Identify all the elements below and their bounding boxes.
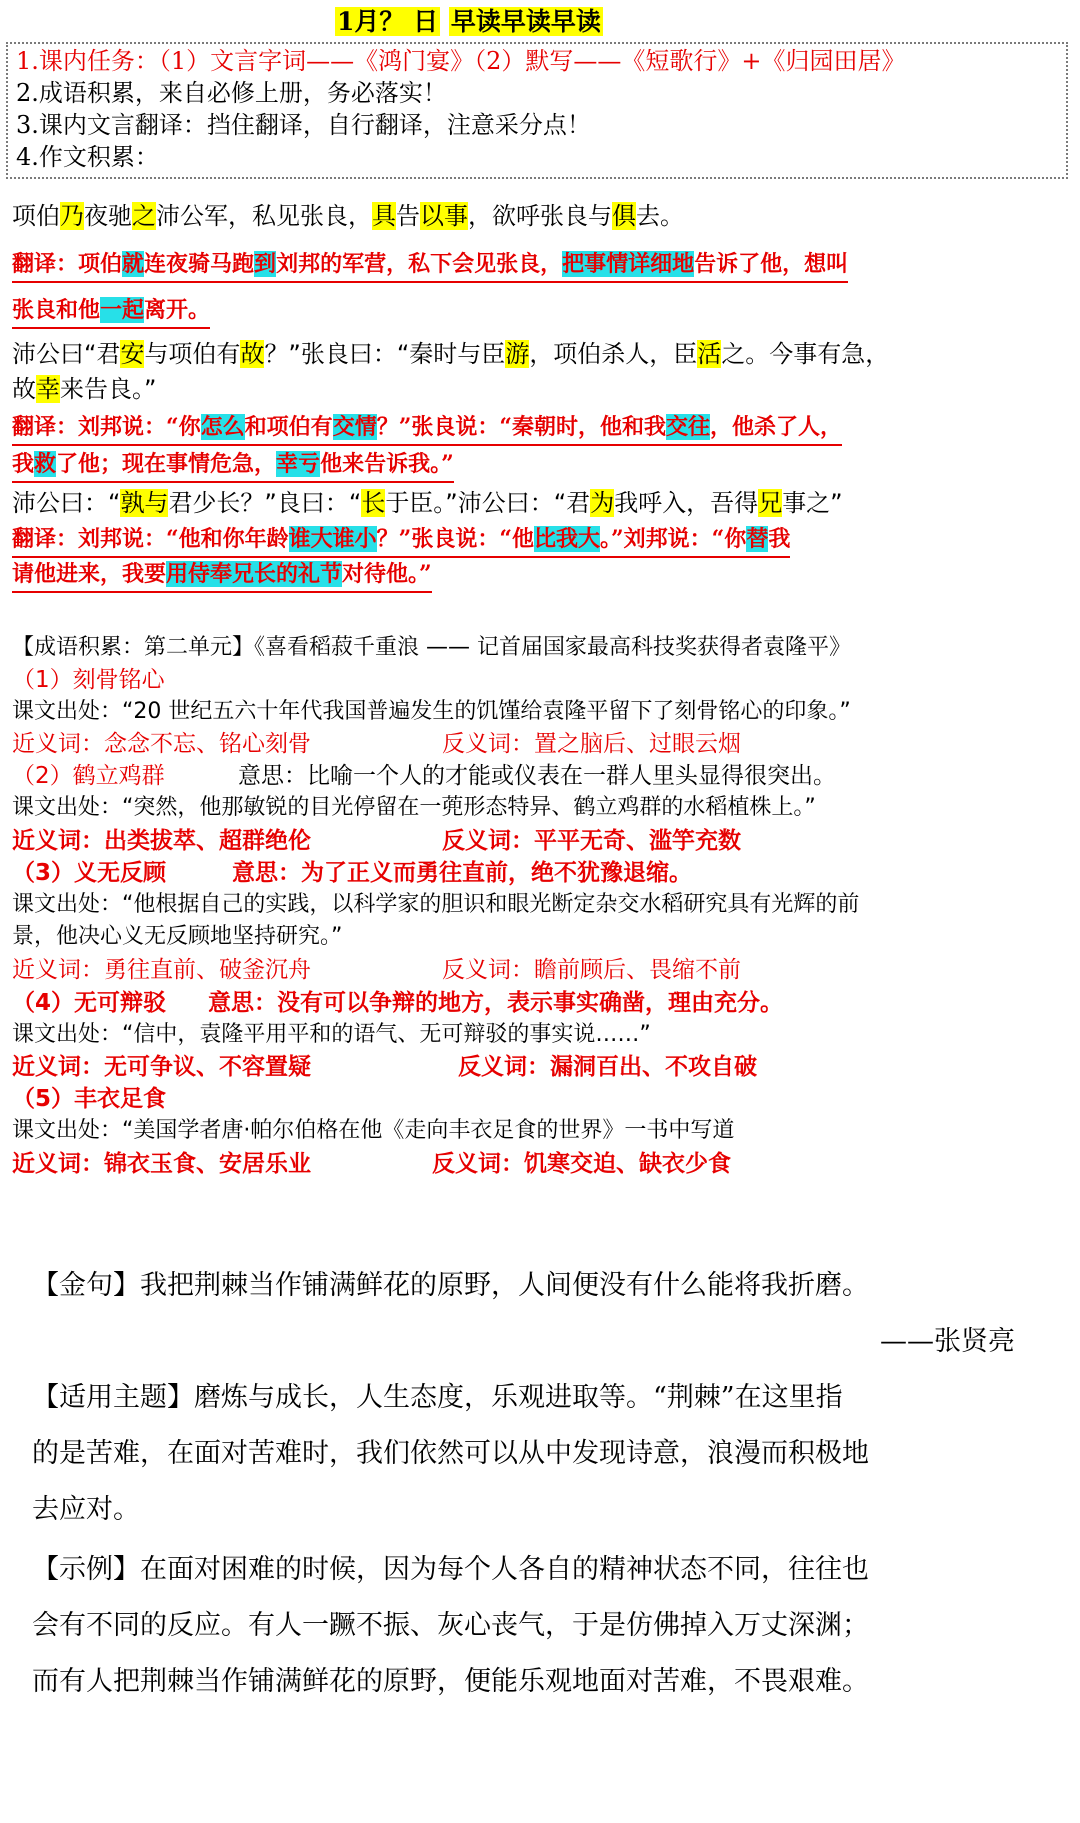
translation-2b: 我救了他；现在事情危急，幸亏他来告诉我。”: [12, 448, 454, 483]
translation-3a: 翻译：刘邦说：“他和你年龄谁大谁小？”张良说：“他比我大。”刘邦说：“你替我: [12, 523, 790, 558]
idiom-4-synonyms: 近义词：无可争议、不容置疑: [12, 1054, 311, 1080]
quote-author: ——张贤亮: [880, 1326, 1015, 1357]
golden-quote: 【金句】我把荆棘当作铺满鲜花的原野，人间便没有什么能将我折磨。: [32, 1270, 869, 1301]
task-4: 4.作文积累：: [16, 143, 159, 171]
idiom-4-source: 课文出处：“信中，袁隆平用平和的语气、无可辩驳的事实说……”: [12, 1022, 651, 1047]
idiom-3-synonyms: 近义词：勇往直前、破釜沉舟: [12, 957, 311, 983]
classical-sentence-2a: 沛公曰“君安与项伯有故？”张良曰：“秦时与臣游，项伯杀人，臣活之。今事有急，: [12, 340, 890, 368]
translation-1a: 翻译：项伯就连夜骑马跑到刘邦的军营，私下会见张良，把事情详细地告诉了他，想叫: [12, 248, 848, 283]
idiom-5-antonyms: 反义词：饥寒交迫、缺衣少食: [432, 1151, 731, 1177]
idiom-2-title: （2）鹤立鸡群: [12, 763, 165, 789]
title-label: 早读早读早读: [450, 7, 601, 36]
classical-sentence-3: 沛公曰：“孰与君少长？”良曰：“长于臣。”沛公曰：“君为我呼入，吾得兄事之”: [12, 489, 843, 517]
idiom-4-title: （4）无可辩驳: [12, 990, 167, 1016]
idiom-1-source: 课文出处：“20 世纪五六十年代我国普遍发生的饥馑给袁隆平留下了刻骨铭心的印象。”: [12, 699, 851, 724]
idioms-heading: 【成语积累：第二单元】《喜看稻菽千重浪 —— 记首届国家最高科技奖获得者袁隆平》: [12, 635, 851, 660]
idiom-2-synonyms: 近义词：出类拔萃、超群绝伦: [12, 828, 311, 854]
idiom-1-antonyms: 反义词：置之脑后、过眼云烟: [442, 731, 741, 757]
idiom-2-source: 课文出处：“突然，他那敏锐的目光停留在一蔸形态特异、鹤立鸡群的水稻植株上。”: [12, 795, 816, 820]
example-line-3: 而有人把荆棘当作铺满鲜花的原野，便能乐观地面对苦难，不畏艰难。: [32, 1666, 869, 1697]
idiom-5-source: 课文出处：“美国学者唐·帕尔伯格在他《走向丰衣足食的世界》一书中写道: [12, 1118, 735, 1143]
example-line-1: 【示例】在面对困难的时候，因为每个人各自的精神状态不同，往往也: [32, 1554, 869, 1585]
idiom-2-antonyms: 反义词：平平无奇、滥竽充数: [442, 828, 741, 854]
task-box: [6, 42, 1068, 179]
task-2: 2.成语积累，来自必修上册，务必落实！: [16, 79, 447, 107]
classical-sentence-1: 项伯乃夜驰之沛公军，私见张良，具告以事，欲呼张良与俱去。: [12, 202, 684, 230]
theme-line-3: 去应对。: [32, 1494, 140, 1525]
task-1: 1.课内任务：（1）文言字词——《鸿门宴》（2）默写——《短歌行》+《归园田居》: [16, 47, 906, 75]
idiom-1-title: （1）刻骨铭心: [12, 667, 165, 693]
theme-line-1: 【适用主题】磨炼与成长，人生态度，乐观进取等。“荆棘”在这里指: [32, 1382, 843, 1413]
idiom-5-synonyms: 近义词：锦衣玉食、安居乐业: [12, 1151, 311, 1177]
translation-2a: 翻译：刘邦说：“你怎么和项伯有交情？”张良说：“秦朝时，他和我交往，他杀了人，: [12, 411, 842, 446]
idiom-4-meaning: 意思：没有可以争辩的地方，表示事实确凿，理由充分。: [208, 990, 783, 1016]
example-line-2: 会有不同的反应。有人一蹶不振、灰心丧气，于是仿佛掉入万丈深渊；: [32, 1610, 869, 1641]
idiom-4-antonyms: 反义词：漏洞百出、不攻自破: [458, 1054, 757, 1080]
idiom-3-source-a: 课文出处：“他根据自己的实践，以科学家的胆识和眼光断定杂交水稻研究具有光辉的前: [12, 892, 860, 917]
idiom-2-meaning: 意思：比喻一个人的才能或仪表在一群人里头显得很突出。: [238, 763, 836, 789]
task-3: 3.课内文言翻译：挡住翻译，自行翻译，注意采分点！: [16, 111, 591, 139]
theme-line-2: 的是苦难，在面对苦难时，我们依然可以从中发现诗意，浪漫而积极地: [32, 1438, 869, 1469]
idiom-5-title: （5）丰衣足食: [12, 1086, 167, 1112]
idiom-3-antonyms: 反义词：瞻前顾后、畏缩不前: [442, 957, 741, 983]
idiom-3-source-b: 景，他决心义无反顾地坚持研究。”: [12, 924, 343, 949]
classical-sentence-2b: 故幸来告良。”: [12, 375, 157, 403]
idiom-3-title: （3）义无反顾: [12, 860, 167, 886]
page-title: [335, 6, 603, 38]
date-label: 1月？ 日: [337, 7, 439, 36]
translation-3b: 请他进来，我要用侍奉兄长的礼节对待他。”: [12, 558, 432, 593]
idiom-3-meaning: 意思：为了正义而勇往直前，绝不犹豫退缩。: [232, 860, 692, 886]
idiom-1-synonyms: 近义词：念念不忘、铭心刻骨: [12, 731, 311, 757]
translation-1b: 张良和他一起离开。: [12, 294, 210, 329]
